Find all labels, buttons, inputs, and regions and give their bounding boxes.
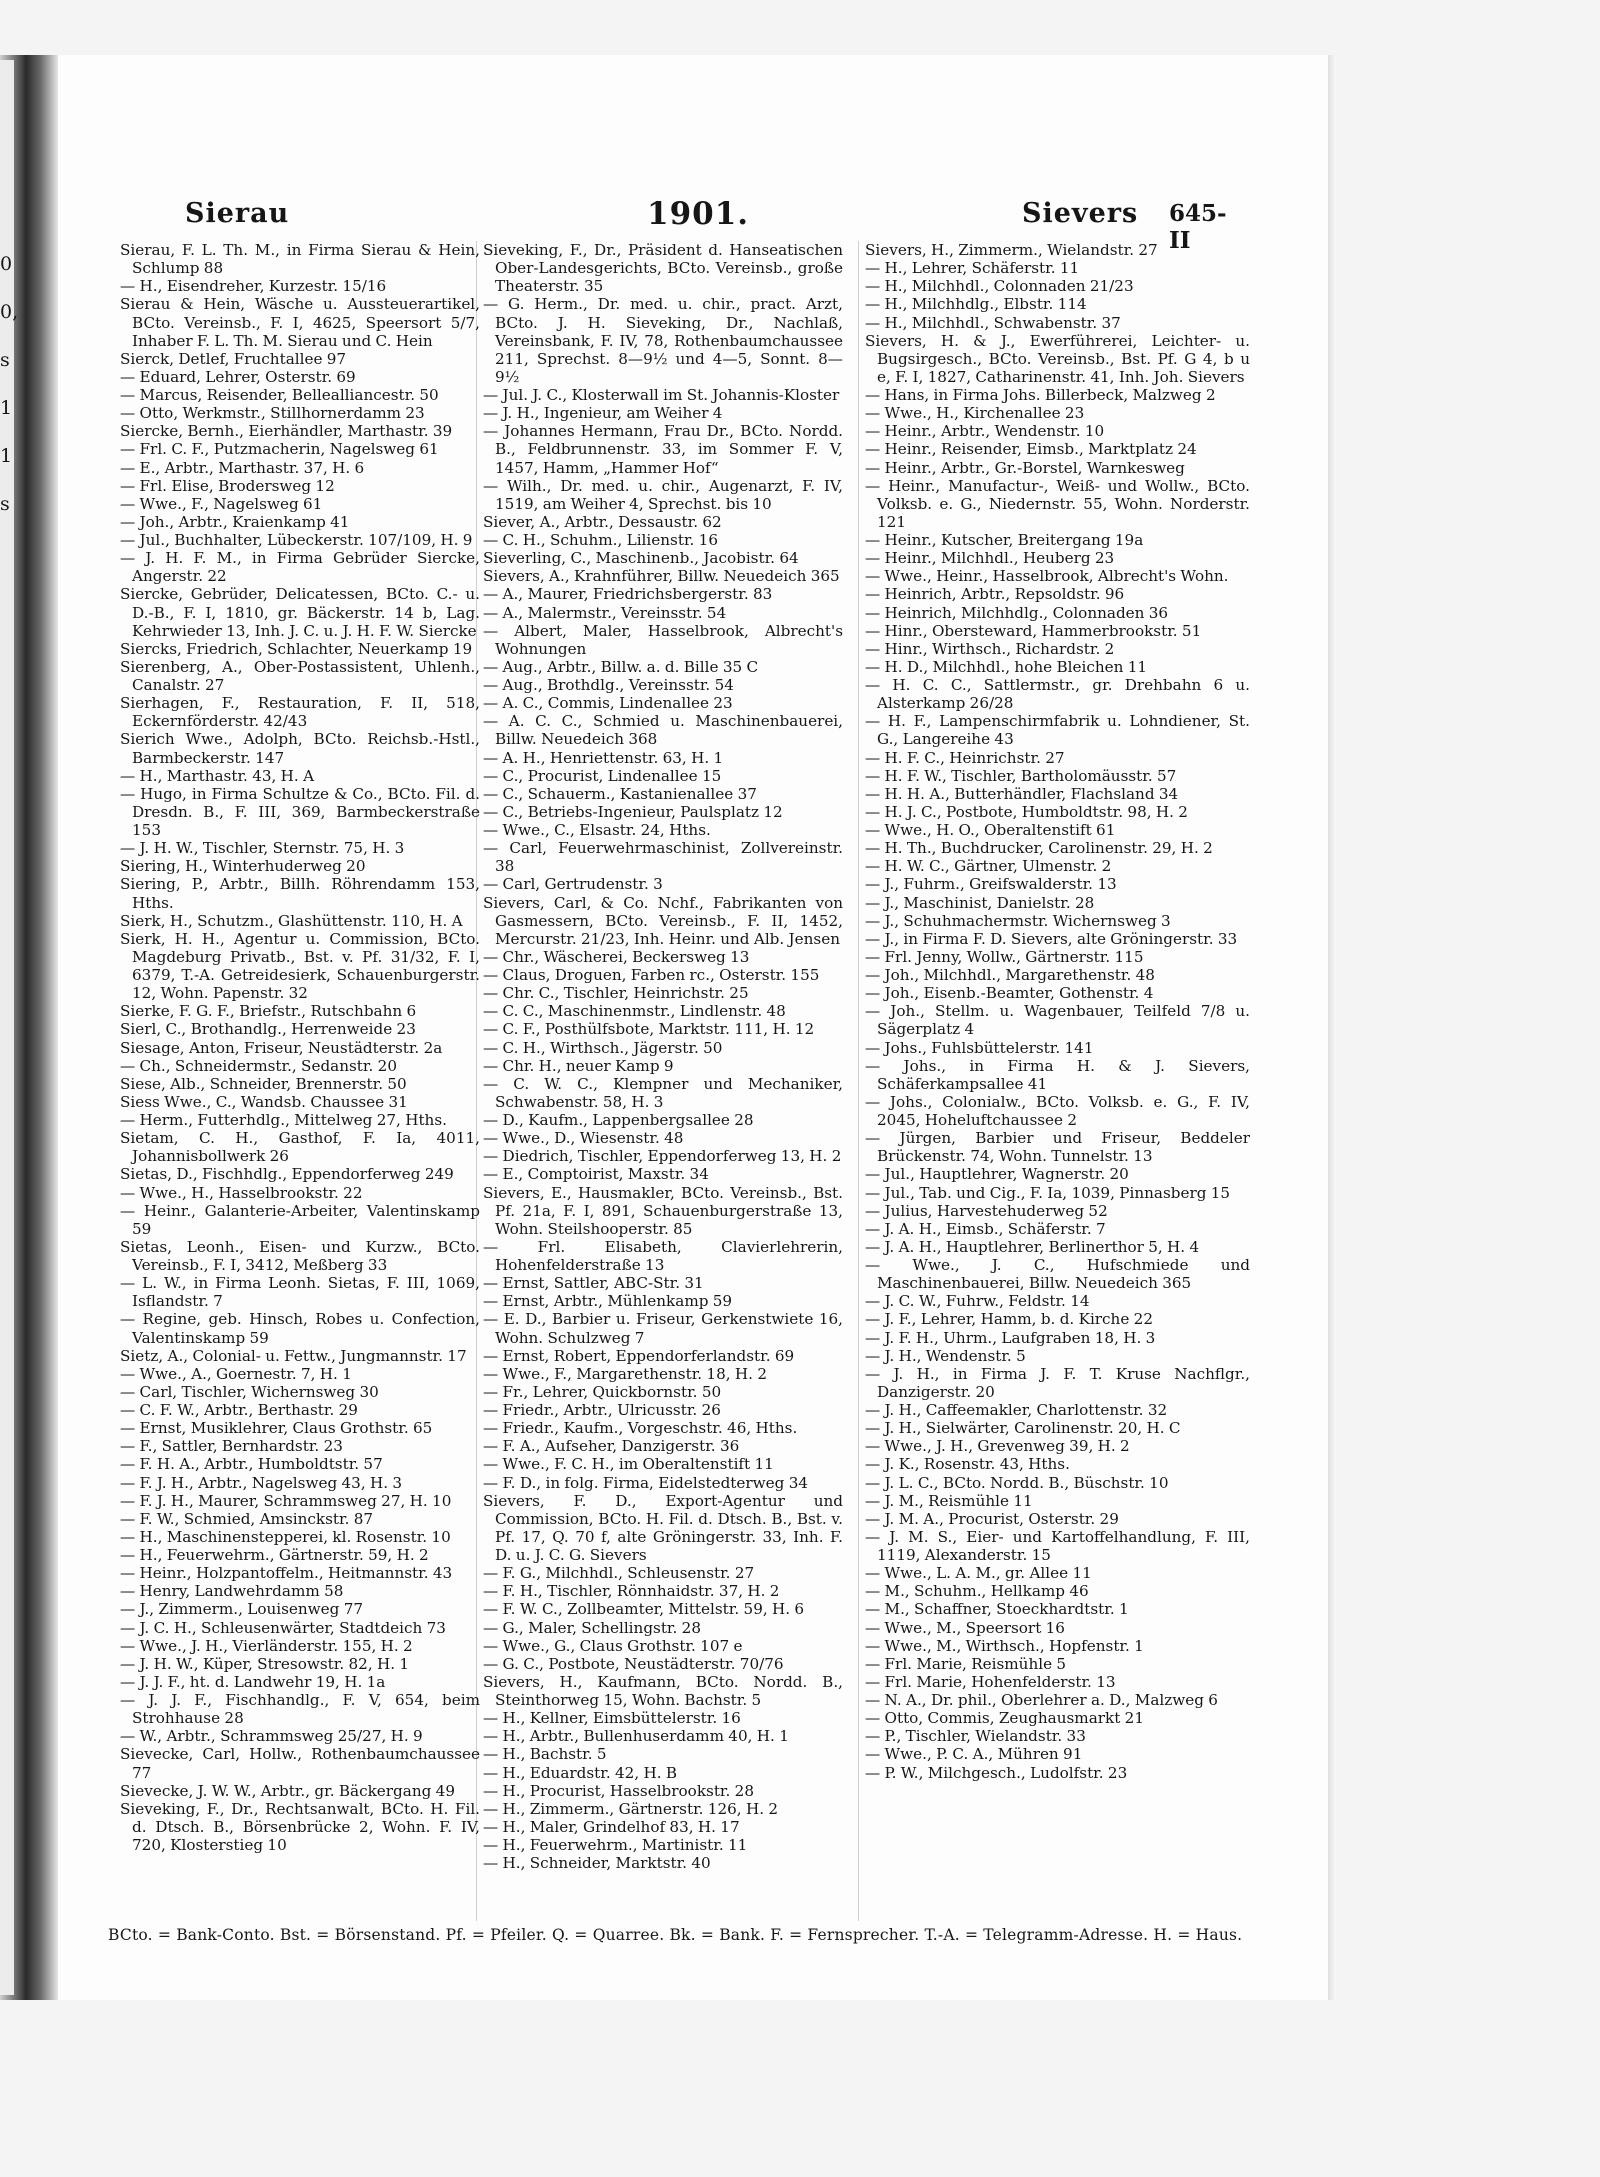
directory-entry: Sierenberg, A., Ober-Postassistent, Uhlenh., Canalstr. 27 xyxy=(120,657,480,694)
directory-entry: — C. F., Posthülfsbote, Marktstr. 111, H. 12 xyxy=(483,1020,815,1039)
directory-entry: — Joh., Milchhdl., Margarethenstr. 48 xyxy=(865,966,1155,984)
directory-entry: — F. W. C., Zollbeamter, Mittelstr. 59, H. 6 xyxy=(483,1600,805,1619)
directory-entry: — Heinr., Holzpantoffelm., Heitmannstr. 43 xyxy=(120,1564,453,1583)
directory-entry: — H., Schneider, Marktstr. 40 xyxy=(483,1854,711,1873)
directory-entry: Sierhagen, F., Restauration, F. II, 518, Eckernförderstr. 42/43 xyxy=(120,694,480,731)
directory-entry: — Jul., Hauptlehrer, Wagnerstr. 20 xyxy=(865,1165,1129,1184)
directory-entry: — Frl. Marie, Reismühle 5 xyxy=(865,1654,1067,1673)
directory-entry: — J., Schuhmachermstr. Wichernsweg 3 xyxy=(865,911,1171,930)
directory-entry: — J. H. F. M., in Firma Gebrüder Siercke, Angerstr. 22 xyxy=(120,549,480,586)
directory-entry: — C. W. C., Klempner und Mechaniker, Schwabenstr. 58, H. 3 xyxy=(483,1074,843,1111)
directory-entry: — F. A., Aufseher, Danzigerstr. 36 xyxy=(483,1437,740,1456)
directory-entry: — H. C. C., Sattlermstr., gr. Drehbahn 6 u. Alsterkamp 26/28 xyxy=(865,676,1250,713)
directory-entry: — J. M. A., Procurist, Osterstr. 29 xyxy=(865,1509,1119,1528)
directory-entry: — Chr. C., Tischler, Heinrichstr. 25 xyxy=(483,984,749,1003)
directory-entry: — J. H., Ingenieur, am Weiher 4 xyxy=(483,404,723,423)
directory-entry: — Wwe., P. C. A., Mühren 91 xyxy=(865,1745,1083,1764)
directory-entry: — Frl. Elise, Brodersweg 12 xyxy=(120,476,335,495)
directory-entry: — Heinr., Kutscher, Breitergang 19a xyxy=(865,531,1144,549)
directory-entry: — C. C., Maschinenmstr., Lindlenstr. 48 xyxy=(483,1002,786,1021)
directory-entry: — H., Procurist, Hasselbrookstr. 28 xyxy=(483,1781,754,1800)
directory-entry: — Wwe., J. H., Grevenweg 39, H. 2 xyxy=(865,1437,1130,1456)
directory-entry: Sierck, Detlef, Fruchtallee 97 xyxy=(120,349,347,368)
directory-entry: Sierau & Hein, Wäsche u. Aussteuerartikel, BCto. Vereinsb., F. I, 4625, Speersort 5/7, Inhaber F. L. Th. M. Sierau und C. Hein xyxy=(120,295,480,350)
directory-entry: — Joh., Arbtr., Kraienkamp 41 xyxy=(120,512,350,531)
directory-entry: — Wwe., M., Speersort 16 xyxy=(865,1618,1065,1637)
directory-entry: — Wwe., C., Elsastr. 24, Hths. xyxy=(483,821,711,839)
directory-entry: — Wwe., F., Nagelsweg 61 xyxy=(120,494,323,513)
directory-entry: — Chr. H., neuer Kamp 9 xyxy=(483,1056,674,1075)
directory-entry: Sietas, D., Fischhdlg., Eppendorferweg 249 xyxy=(120,1165,454,1184)
directory-entry: — Heinr., Manufactur-, Weiß- und Wollw., BCto. Volksb. e. G., Niedernstr. 55, Wohn. Norderstr. 121 xyxy=(865,476,1250,531)
directory-entry: — Ernst, Sattler, ABC-Str. 31 xyxy=(483,1274,704,1293)
directory-entry: — A. H., Henriettenstr. 63, H. 1 xyxy=(483,748,724,767)
page-edge xyxy=(1328,55,1336,2000)
directory-entry: — J. H. W., Tischler, Sternstr. 75, H. 3 xyxy=(120,839,405,858)
directory-entry: Sierich Wwe., Adolph, BCto. Reichsb.-Hstl., Barmbeckerstr. 147 xyxy=(120,730,480,767)
directory-entry: — H., Feuerwehrm., Gärtnerstr. 59, H. 2 xyxy=(120,1546,429,1564)
directory-entry: — H., Eduardstr. 42, H. B xyxy=(483,1763,678,1782)
directory-entry: — Carl, Feuerwehrmaschinist, Zollvereinstr. 38 xyxy=(483,839,843,876)
directory-entry: — H., Eisendreher, Kurzestr. 15/16 xyxy=(120,277,387,296)
abbreviation-legend: BCto. = Bank-Conto. Bst. = Börsenstand. Pf. = Pfeiler. Q. = Quarree. Bk. = Bank. F. = Fernsprecher. T.-A. = Telegramm-Adresse. H. = Haus. xyxy=(108,1926,1243,1944)
directory-entry: — J. F., Lehrer, Hamm, b. d. Kirche 22 xyxy=(865,1310,1153,1329)
directory-entry: — N. A., Dr. phil., Oberlehrer a. D., Malzweg 6 xyxy=(865,1691,1218,1709)
directory-entry: — C. H., Wirthsch., Jägerstr. 50 xyxy=(483,1038,723,1057)
left-page-fragment: 0 xyxy=(0,253,13,275)
page-number: 645-II xyxy=(1169,200,1227,254)
directory-entry: Siess Wwe., C., Wandsb. Chaussee 31 xyxy=(120,1092,408,1111)
directory-entry: — Wwe., J. C., Hufschmiede und Maschinenbauerei, Billw. Neuedeich 365 xyxy=(865,1256,1250,1293)
directory-entry: — H. H. A., Butterhändler, Flachsland 34 xyxy=(865,784,1179,803)
directory-entry: — H. Th., Buchdrucker, Carolinenstr. 29, H. 2 xyxy=(865,839,1213,858)
directory-entry: — Wwe., G., Claus Grothstr. 107 e xyxy=(483,1636,743,1655)
directory-entry: Sieverling, C., Maschinenb., Jacobistr. 64 xyxy=(483,549,799,568)
directory-entry: — J. H., in Firma J. F. T. Kruse Nachflgr., Danzigerstr. 20 xyxy=(865,1364,1250,1401)
directory-entry: — A., Maurer, Friedrichsbergerstr. 83 xyxy=(483,585,773,604)
directory-entry: — Johannes Hermann, Frau Dr., BCto. Nordd. B., Feldbrunnenstr. 33, im Sommer F. V, 1457, Hamm, „Hammer Hof“ xyxy=(483,422,843,477)
directory-entry: — Heinrich, Milchhdlg., Colonnaden 36 xyxy=(865,603,1169,622)
directory-entry: — Hinr., Wirthsch., Richardstr. 2 xyxy=(865,639,1115,658)
directory-entry: — G. C., Postbote, Neustädterstr. 70/76 xyxy=(483,1654,784,1673)
directory-entry: — Hinr., Obersteward, Hammerbrookstr. 51 xyxy=(865,621,1202,640)
directory-entry: — J., Maschinist, Danielstr. 28 xyxy=(865,893,1095,912)
directory-entry: — F. H., Tischler, Rönnhaidstr. 37, H. 2 xyxy=(483,1582,780,1601)
directory-entry: — Otto, Commis, Zeughausmarkt 21 xyxy=(865,1709,1144,1728)
directory-entry: — J. A. H., Hauptlehrer, Berlinerthor 5, H. 4 xyxy=(865,1237,1200,1256)
directory-entry: Sieveking, F., Dr., Rechtsanwalt, BCto. H. Fil. d. Dtsch. B., Börsenbrücke 2, Wohn. F. IV, 720, Klosterstieg 10 xyxy=(120,1799,480,1854)
directory-entry: Sietz, A., Colonial- u. Fettw., Jungmannstr. 17 xyxy=(120,1346,467,1365)
left-page-fragments xyxy=(0,240,19,528)
directory-entry: — J. M., Reismühle 11 xyxy=(865,1491,1033,1510)
directory-entry: Sierk, H. H., Agentur u. Commission, BCto. Magdeburg Privatb., Bst. v. Pf. 31/32, F. I, 6379, T.-A. Getreidesierk, Schauenburgerstr. 12, Wohn. Papenstr. 32 xyxy=(120,929,480,1003)
directory-entry: — Diedrich, Tischler, Eppendorferweg 13, H. 2 xyxy=(483,1147,842,1166)
directory-entry: — H. W. C., Gärtner, Ulmenstr. 2 xyxy=(865,857,1112,876)
directory-entry: — E. D., Barbier u. Friseur, Gerkenstwiete 16, Wohn. Schulzweg 7 xyxy=(483,1310,843,1347)
directory-entry: — Marcus, Reisender, Bellealliancestr. 50 xyxy=(120,386,439,404)
header-right-keyword: Sievers xyxy=(1022,198,1139,229)
directory-entry: — Jürgen, Barbier und Friseur, Beddeler Brückenstr. 74, Wohn. Tunnelstr. 13 xyxy=(865,1129,1250,1166)
directory-entry: — Herm., Futterhdlg., Mittelweg 27, Hths. xyxy=(120,1111,447,1129)
directory-entry: — F., Sattler, Bernhardstr. 23 xyxy=(120,1437,343,1456)
directory-entry: — Heinr., Galanterie-Arbeiter, Valentinskamp 59 xyxy=(120,1201,480,1238)
directory-entry: — Wwe., M., Wirthsch., Hopfenstr. 1 xyxy=(865,1636,1144,1655)
directory-entry: — J. F. H., Uhrm., Laufgraben 18, H. 3 xyxy=(865,1328,1156,1347)
directory-entry: — Jul., Buchhalter, Lübeckerstr. 107/109, H. 9 xyxy=(120,531,473,549)
directory-entry: Sierk, H., Schutzm., Glashüttenstr. 110, H. A xyxy=(120,911,463,930)
directory-entry: — F. W., Schmied, Amsinckstr. 87 xyxy=(120,1509,374,1528)
directory-entry: — Heinr., Reisender, Eimsb., Marktplatz 24 xyxy=(865,440,1197,459)
directory-entry: — G., Maler, Schellingstr. 28 xyxy=(483,1618,702,1637)
directory-entry: — L. W., in Firma Leonh. Sietas, F. III, 1069, Isflandstr. 7 xyxy=(120,1274,480,1311)
directory-entry: — H. F. W., Tischler, Bartholomäusstr. 57 xyxy=(865,766,1177,785)
directory-entry: — Carl, Tischler, Wichernsweg 30 xyxy=(120,1382,379,1401)
directory-entry: Siever, A., Arbtr., Dessaustr. 62 xyxy=(483,512,722,531)
directory-entry: — H., Bachstr. 5 xyxy=(483,1745,607,1764)
directory-column-2 xyxy=(483,241,843,1872)
directory-entry: — H. F. C., Heinrichstr. 27 xyxy=(865,748,1065,767)
directory-entry: Sievers, H. & J., Ewerführerei, Leichter- u. Bugsirgesch., BCto. Vereinsb., Bst. Pf. G 4, b u e, F. I, 1827, Catharinenstr. 41, Inh. Joh. Sievers xyxy=(865,331,1250,386)
directory-entry: Siering, H., Winterhuderweg 20 xyxy=(120,857,366,876)
directory-entry: — J. H. W., Küper, Stresowstr. 82, H. 1 xyxy=(120,1654,410,1673)
directory-entry: — F. J. H., Arbtr., Nagelsweg 43, H. 3 xyxy=(120,1473,403,1492)
directory-entry: — Ch., Schneidermstr., Sedanstr. 20 xyxy=(120,1056,397,1075)
directory-entry: — H., Milchhdl., Schwabenstr. 37 xyxy=(865,313,1121,332)
directory-entry: Siese, Alb., Schneider, Brennerstr. 50 xyxy=(120,1074,407,1093)
directory-entry: — Ernst, Robert, Eppendorferlandstr. 69 xyxy=(483,1346,795,1365)
directory-entry: — J. J. F., Fischhandlg., F. V, 654, beim Strohhause 28 xyxy=(120,1691,480,1728)
left-page-fragment: 1 xyxy=(0,397,13,419)
directory-entry: Siercke, Bernh., Eierhändler, Marthastr. 39 xyxy=(120,422,453,441)
directory-entry: — H., Feuerwehrm., Martinistr. 11 xyxy=(483,1836,748,1854)
header-year: 1901. xyxy=(647,196,750,232)
directory-entry: — F. J. H., Maurer, Schrammsweg 27, H. 10 xyxy=(120,1491,452,1510)
directory-entry: — C., Betriebs-Ingenieur, Paulsplatz 12 xyxy=(483,802,783,821)
directory-entry: — Wwe., H., Kirchenallee 23 xyxy=(865,404,1085,423)
directory-entry: — J. C. H., Schleusenwärter, Stadtdeich 73 xyxy=(120,1618,446,1637)
directory-entry: Sievers, H., Zimmerm., Wielandstr. 27 xyxy=(865,241,1158,259)
directory-entry: Sierl, C., Brothandlg., Herrenweide 23 xyxy=(120,1020,416,1039)
directory-entry: Sievers, H., Kaufmann, BCto. Nordd. B., Steinthorweg 15, Wohn. Bachstr. 5 xyxy=(483,1672,843,1709)
directory-entry: Siering, P., Arbtr., Billh. Röhrendamm 153, Hths. xyxy=(120,875,480,912)
directory-entry: — Friedr., Kaufm., Vorgeschstr. 46, Hths. xyxy=(483,1419,798,1438)
directory-entry: — Ernst, Musiklehrer, Claus Grothstr. 65 xyxy=(120,1419,433,1438)
directory-entry: — Joh., Stellm. u. Wagenbauer, Teilfeld 7/8 u. Sägerplatz 4 xyxy=(865,1002,1250,1039)
directory-entry: — P. W., Milchgesch., Ludolfstr. 23 xyxy=(865,1763,1128,1782)
directory-entry: — Wwe., J. H., Vierländerstr. 155, H. 2 xyxy=(120,1636,413,1655)
directory-entry: — Carl, Gertrudenstr. 3 xyxy=(483,875,663,894)
directory-entry: — Aug., Arbtr., Billw. a. d. Bille 35 C xyxy=(483,657,759,676)
directory-entry: — Wwe., A., Goernestr. 7, H. 1 xyxy=(120,1364,352,1383)
directory-entry: — Heinrich, Arbtr., Repsoldstr. 96 xyxy=(865,585,1125,604)
directory-entry: — D., Kaufm., Lappenbergsallee 28 xyxy=(483,1111,754,1129)
directory-entry: — Wwe., F., Margarethenstr. 18, H. 2 xyxy=(483,1364,767,1383)
directory-entry: — Johs., in Firma H. & J. Sievers, Schäferkampsallee 41 xyxy=(865,1056,1250,1093)
directory-entry: — Ernst, Arbtr., Mühlenkamp 59 xyxy=(483,1292,733,1311)
directory-entry: — Friedr., Arbtr., Ulricusstr. 26 xyxy=(483,1401,721,1419)
directory-entry: — Chr., Wäscherei, Beckersweg 13 xyxy=(483,947,750,966)
directory-entry: — H., Marthastr. 43, H. A xyxy=(120,766,315,785)
directory-entry: — J. A. H., Eimsb., Schäferstr. 7 xyxy=(865,1219,1106,1238)
directory-entry: — J. K., Rosenstr. 43, Hths. xyxy=(865,1455,1070,1474)
directory-entry: — E., Comptoirist, Maxstr. 34 xyxy=(483,1165,709,1184)
left-page-fragment: 0, xyxy=(0,301,19,323)
directory-entry: — A., Malermstr., Vereinsstr. 54 xyxy=(483,603,727,622)
directory-entry: Sievers, Carl, & Co. Nchf., Fabrikanten von Gasmessern, BCto. Vereinsb., F. II, 1452, Mercurstr. 21/23, Inh. Heinr. und Alb. Jensen xyxy=(483,893,843,948)
header-left-keyword: Sierau xyxy=(185,198,290,229)
directory-entry: Siercke, Gebrüder, Delicatessen, BCto. C.- u. D.-B., F. I, 1810, gr. Bäckerstr. 14 b, Lag. Kehrwieder 13, Inh. J. C. u. J. H. F. W. Siercke xyxy=(120,585,480,640)
directory-entry: — C., Schauerm., Kastanienallee 37 xyxy=(483,784,757,803)
directory-entry: — Frl. Elisabeth, Clavierlehrerin, Hohenfelderstraße 13 xyxy=(483,1237,843,1274)
directory-entry: — Wwe., H. O., Oberaltenstift 61 xyxy=(865,821,1116,839)
directory-entry: — C. F. W., Arbtr., Berthastr. 29 xyxy=(120,1401,358,1419)
directory-entry: — Eduard, Lehrer, Osterstr. 69 xyxy=(120,367,356,386)
directory-entry: — M., Schaffner, Stoeckhardtstr. 1 xyxy=(865,1600,1129,1619)
directory-entry: — F. H. A., Arbtr., Humboldtstr. 57 xyxy=(120,1455,383,1474)
directory-entry: — H., Arbtr., Bullenhuserdamm 40, H. 1 xyxy=(483,1727,789,1746)
directory-entry: — Wwe., H., Hasselbrookstr. 22 xyxy=(120,1183,363,1202)
directory-entry: — Frl. C. F., Putzmacherin, Nagelsweg 61 xyxy=(120,440,439,459)
directory-entry: Sievers, A., Krahnführer, Billw. Neuedeich 365 xyxy=(483,567,840,586)
directory-entry: Sievers, E., Hausmakler, BCto. Vereinsb., Bst. Pf. 21a, F. I, 891, Schauenburgerstraße 13, Wohn. Steilshooperstr. 85 xyxy=(483,1183,843,1238)
directory-entry: — Wilh., Dr. med. u. chir., Augenarzt, F. IV, 1519, am Weiher 4, Sprechst. bis 10 xyxy=(483,476,843,513)
directory-entry: — J. M. S., Eier- und Kartoffelhandlung, F. III, 1119, Alexanderstr. 15 xyxy=(865,1527,1250,1564)
directory-entry: — H., Maler, Grindelhof 83, H. 17 xyxy=(483,1817,740,1836)
directory-entry: Sievecke, Carl, Hollw., Rothenbaumchaussee 77 xyxy=(120,1745,480,1782)
directory-entry: — Joh., Eisenb.-Beamter, Gothenstr. 4 xyxy=(865,984,1154,1003)
directory-entry: — H., Maschinenstepperei, kl. Rosenstr. 10 xyxy=(120,1527,451,1546)
directory-entry: — F. D., in folg. Firma, Eidelstedterweg 34 xyxy=(483,1473,809,1492)
directory-entry: — A. C. C., Schmied u. Maschinenbauerei, Billw. Neuedeich 368 xyxy=(483,712,843,749)
directory-entry: — J., Zimmerm., Louisenweg 77 xyxy=(120,1600,364,1619)
directory-entry: — M., Schuhm., Hellkamp 46 xyxy=(865,1582,1089,1601)
directory-entry: — Hugo, in Firma Schultze & Co., BCto. Fil. d. Dresdn. B., F. III, 369, Barmbeckerstraße 153 xyxy=(120,784,480,839)
directory-entry: — J. C. W., Fuhrw., Feldstr. 14 xyxy=(865,1292,1090,1311)
directory-column-1 xyxy=(120,241,480,1854)
directory-entry: — Claus, Droguen, Farben rc., Osterstr. 155 xyxy=(483,966,820,984)
directory-entry: — W., Arbtr., Schrammsweg 25/27, H. 9 xyxy=(120,1727,423,1746)
directory-entry: Sieveking, F., Dr., Präsident d. Hanseatischen Ober-Landesgerichts, BCto. Vereinsb., große Theaterstr. 35 xyxy=(483,241,843,296)
directory-entry: — Wwe., Heinr., Hasselbrook, Albrecht's Wohn. xyxy=(865,567,1229,586)
directory-entry: — H. J. C., Postbote, Humboldtstr. 98, H. 2 xyxy=(865,802,1188,821)
directory-entry: — Frl. Jenny, Wollw., Gärtnerstr. 115 xyxy=(865,947,1144,966)
left-page-fragment: s xyxy=(0,349,10,371)
left-page-fragment: s xyxy=(0,493,10,515)
directory-entry: — Otto, Werkmstr., Stillhornerdamm 23 xyxy=(120,404,425,423)
directory-entry: — J., Fuhrm., Greifswalderstr. 13 xyxy=(865,875,1117,894)
directory-entry: — H. F., Lampenschirmfabrik u. Lohndiener, St. G., Langereihe 43 xyxy=(865,712,1250,749)
directory-entry: — Wwe., D., Wiesenstr. 48 xyxy=(483,1129,684,1148)
directory-entry: Sietas, Leonh., Eisen- und Kurzw., BCto. Vereinsb., F. I, 3412, Meßberg 33 xyxy=(120,1237,480,1274)
directory-entry: — H., Lehrer, Schäferstr. 11 xyxy=(865,259,1080,278)
directory-entry: Sievers, F. D., Export-Agentur und Commission, BCto. H. Fil. d. Dtsch. B., Bst. v. Pf. 17, Q. 70 f, alte Gröningerstr. 33, Inh. F. D. u. J. C. G. Sievers xyxy=(483,1491,843,1564)
directory-entry: — Henry, Landwehrdamm 58 xyxy=(120,1582,344,1601)
directory-entry: — J. J. F., ht. d. Landwehr 19, H. 1a xyxy=(120,1672,386,1691)
directory-entry: — H., Milchhdlg., Elbstr. 114 xyxy=(865,295,1087,314)
directory-entry: — Albert, Maler, Hasselbrook, Albrecht's Wohnungen xyxy=(483,621,843,658)
directory-entry: — F. G., Milchhdl., Schleusenstr. 27 xyxy=(483,1564,755,1583)
directory-entry: — C. H., Schuhm., Lilienstr. 16 xyxy=(483,531,719,549)
directory-entry: Sierke, F. G. F., Briefstr., Rutschbahn 6 xyxy=(120,1002,417,1021)
directory-entry: — Johs., Colonialw., BCto. Volksb. e. G., F. IV, 2045, Hoheluftchaussee 2 xyxy=(865,1092,1250,1129)
directory-entry: — Fr., Lehrer, Quickbornstr. 50 xyxy=(483,1382,722,1401)
directory-entry: — Jul. J. C., Klosterwall im St. Johannis-Kloster xyxy=(483,386,840,404)
directory-entry: Sievecke, J. W. W., Arbtr., gr. Bäckergang 49 xyxy=(120,1781,455,1800)
directory-entry: — H., Kellner, Eimsbüttelerstr. 16 xyxy=(483,1709,741,1728)
directory-entry: — Heinr., Arbtr., Gr.-Borstel, Warnkesweg xyxy=(865,458,1185,477)
directory-entry: Sierau, F. L. Th. M., in Firma Sierau & Hein, Schlump 88 xyxy=(120,241,480,278)
directory-entry: — J. H., Caffeemakler, Charlottenstr. 32 xyxy=(865,1401,1168,1419)
directory-entry: — Johs., Fuhlsbüttelerstr. 141 xyxy=(865,1038,1094,1057)
directory-entry: — Heinr., Milchhdl., Heuberg 23 xyxy=(865,549,1115,568)
left-page-fragment: 1 xyxy=(0,445,13,467)
directory-entry: — Wwe., L. A. M., gr. Allee 11 xyxy=(865,1564,1092,1583)
directory-entry: — J., in Firma F. D. Sievers, alte Gröningerstr. 33 xyxy=(865,929,1238,948)
directory-entry: — Heinr., Arbtr., Wendenstr. 10 xyxy=(865,422,1105,441)
directory-column-3 xyxy=(865,241,1250,1782)
directory-entry: — E., Arbtr., Marthastr. 37, H. 6 xyxy=(120,458,365,477)
directory-entry: — Hans, in Firma Johs. Billerbeck, Malzweg 2 xyxy=(865,386,1216,404)
column-divider xyxy=(858,241,859,1921)
directory-entry: Siesage, Anton, Friseur, Neustädterstr. 2a xyxy=(120,1038,443,1057)
directory-entry: — H., Zimmerm., Gärtnerstr. 126, H. 2 xyxy=(483,1799,779,1818)
directory-entry: — P., Tischler, Wielandstr. 33 xyxy=(865,1727,1086,1746)
directory-entry: — Jul., Tab. und Cig., F. Ia, 1039, Pinnasberg 15 xyxy=(865,1183,1231,1202)
directory-entry: Sietam, C. H., Gasthof, F. Ia, 4011, Johannisbollwerk 26 xyxy=(120,1129,480,1166)
directory-entry: — Aug., Brothdlg., Vereinsstr. 54 xyxy=(483,676,734,694)
directory-entry: — G. Herm., Dr. med. u. chir., pract. Arzt, BCto. J. H. Sieveking, Dr., Nachlaß, Vereinsbank, F. IV, 78, Rothenbaumchaussee 211, Sprechst. 8—9½ und 4—5, Sonnt. 8—9½ xyxy=(483,295,843,386)
directory-entry: — J. H., Sielwärter, Carolinenstr. 20, H. C xyxy=(865,1419,1181,1438)
directory-entry: — H., Milchhdl., Colonnaden 21/23 xyxy=(865,277,1134,296)
directory-entry: — J. L. C., BCto. Nordd. B., Büschstr. 10 xyxy=(865,1473,1169,1492)
directory-entry: — H. D., Milchhdl., hohe Bleichen 11 xyxy=(865,657,1148,676)
directory-entry: — A. C., Commis, Lindenallee 23 xyxy=(483,694,733,713)
directory-entry: — J. H., Wendenstr. 5 xyxy=(865,1346,1026,1365)
directory-entry: — Regine, geb. Hinsch, Robes u. Confection, Valentinskamp 59 xyxy=(120,1310,480,1347)
directory-entry: Siercks, Friedrich, Schlachter, Neuerkamp 19 xyxy=(120,639,473,658)
directory-entry: — Frl. Marie, Hohenfelderstr. 13 xyxy=(865,1672,1116,1691)
directory-entry: — Wwe., F. C. H., im Oberaltenstift 11 xyxy=(483,1455,774,1474)
directory-entry: — C., Procurist, Lindenallee 15 xyxy=(483,766,722,785)
directory-entry: — Julius, Harvestehuderweg 52 xyxy=(865,1201,1108,1220)
